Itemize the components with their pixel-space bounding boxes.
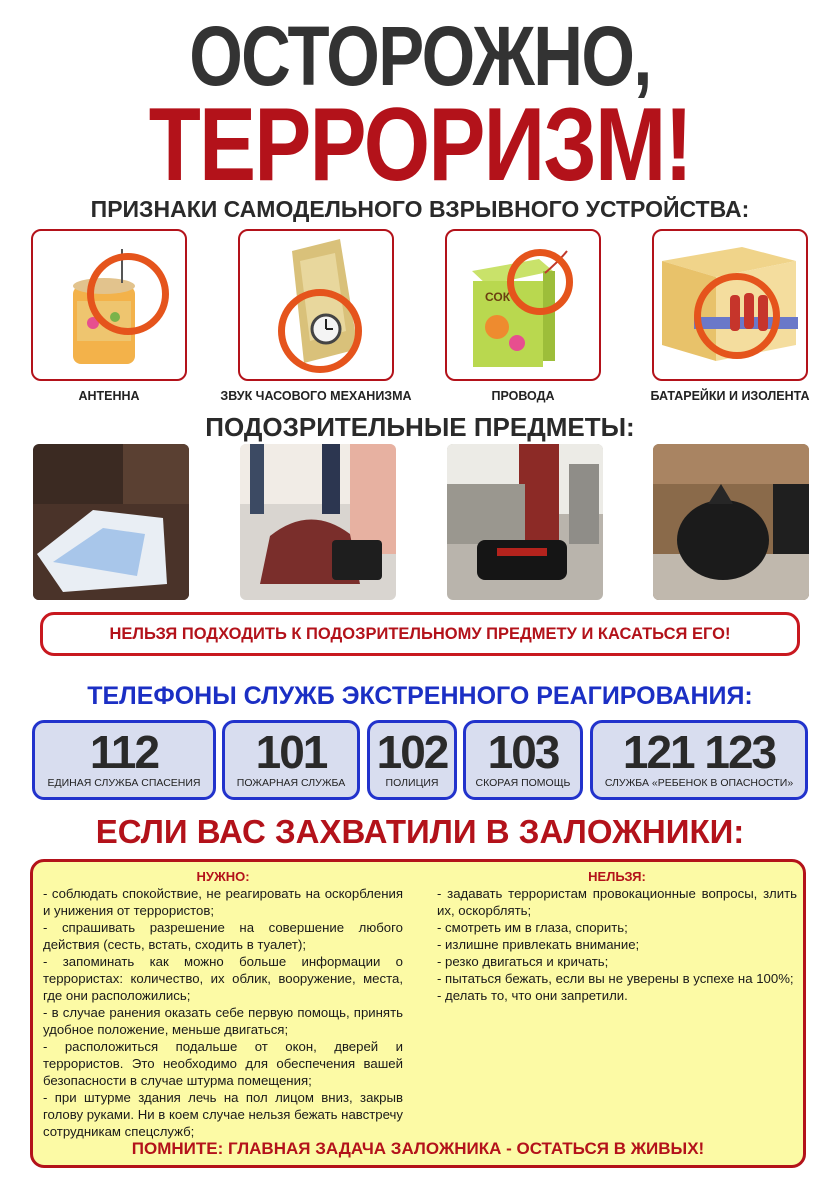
sign-card-wires (445, 229, 601, 381)
svg-text:СОК: СОК (485, 290, 511, 304)
phone-service-name: СЛУЖБА «РЕБЕНОК В ОПАСНОСТИ» (604, 777, 794, 789)
mustnot-item: - задавать террористам провокационные вопросы, злить их, оскорблять; (437, 886, 797, 918)
black-garbage-bag-photo (653, 444, 809, 600)
phone-service-name: ПОЛИЦИЯ (385, 777, 439, 789)
hostage-instructions-box (30, 859, 806, 1168)
phone-number: 112 (89, 726, 159, 778)
bag-on-floor-photo (240, 444, 396, 600)
mustnot-heading: НЕЛЬЗЯ: (588, 869, 646, 884)
sign-label-batteries: БАТАРЕЙКИ И ИЗОЛЕНТА (650, 389, 810, 403)
phone-card-112 (32, 720, 216, 800)
phone-service-name: ПОЖАРНАЯ СЛУЖБА (236, 777, 346, 789)
must-item: - спрашивать разрешение на совершение любого действия (сесть, встать, сходить в туалет); (43, 920, 403, 952)
warning-banner: НЕЛЬЗЯ ПОДХОДИТЬ К ПОДОЗРИТЕЛЬНОМУ ПРЕДМЕТУ И КАСАТЬСЯ ЕГО! (40, 612, 800, 656)
phones-heading: ТЕЛЕФОНЫ СЛУЖБ ЭКСТРЕННОГО РЕАГИРОВАНИЯ: (87, 682, 753, 710)
phone-number: 121 123 (622, 726, 776, 778)
mustnot-column (437, 868, 797, 1004)
sign-card-batteries (652, 229, 808, 381)
sign-card-antenna (31, 229, 187, 381)
suspicious-heading: ПОДОЗРИТЕЛЬНЫЕ ПРЕДМЕТЫ: (205, 412, 635, 442)
must-item: - в случае ранения оказать себе первую помощь, принять удобное положение, меньше двигаться; (43, 1005, 403, 1037)
remember-note: ПОМНИТЕ: ГЛАВНАЯ ЗАДАЧА ЗАЛОЖНИКА - ОСТАТЬСЯ В ЖИВЫХ! (131, 1139, 705, 1158)
mustnot-item: - пытаться бежать, если вы не уверены в успехе на 100%; (437, 971, 794, 986)
phone-service-name: СКОРАЯ ПОМОЩЬ (475, 777, 571, 789)
sign-card-clock (238, 229, 394, 381)
poster-title-line1: ОСТОРОЖНО, (189, 9, 651, 103)
signs-heading: ПРИЗНАКИ САМОДЕЛЬНОГО ВЗРЫВНОГО УСТРОЙСТВА: (90, 196, 750, 222)
phone-card-121123 (590, 720, 808, 800)
hostage-heading: ЕСЛИ ВАС ЗАХВАТИЛИ В ЗАЛОЖНИКИ: (95, 813, 745, 850)
sign-label-clock: ЗВУК ЧАСОВОГО МЕХАНИЗМА (220, 389, 412, 403)
phone-number: 103 (487, 726, 559, 778)
phone-card-101 (222, 720, 360, 800)
phone-card-103 (463, 720, 583, 800)
mustnot-item: - делать то, что они запретили. (437, 988, 628, 1003)
must-column (43, 868, 403, 1140)
sign-label-wires: ПРОВОДА (491, 389, 555, 403)
mustnot-item: - излишне привлекать внимание; (437, 937, 640, 952)
phone-number: 101 (255, 726, 327, 778)
must-heading: НУЖНО: (196, 869, 250, 884)
phone-card-102 (367, 720, 457, 800)
phone-service-name: ЕДИНАЯ СЛУЖБА СПАСЕНИЯ (47, 777, 201, 789)
mustnot-item: - резко двигаться и кричать; (437, 954, 609, 969)
phone-number: 102 (376, 726, 448, 778)
must-item: - соблюдать спокойствие, не реагировать на оскорбления и унижения от террористов; (43, 886, 403, 918)
black-bag-by-wall-photo (447, 444, 603, 600)
poster-title-line2: ТЕРРОРИЗМ! (148, 87, 692, 203)
must-item: - расположиться подальше от окон, дверей и террористов. Это необходимо для обеспечения вашей безопасности в случае штурма помещения; (43, 1039, 403, 1088)
must-item: - запоминать как можно больше информации о террористах: количество, их облик, вооружение, места, где они расположились; (43, 954, 403, 1003)
plastic-bag-on-seat-photo (33, 444, 189, 600)
sign-label-antenna: АНТЕННА (78, 389, 140, 403)
mustnot-item: - смотреть им в глаза, спорить; (437, 920, 628, 935)
must-item: - при штурме здания лечь на пол лицом вниз, закрыв голову руками. Ни в коем случае нельзя бежать навстречу сотрудникам спецслужб; (43, 1090, 403, 1139)
